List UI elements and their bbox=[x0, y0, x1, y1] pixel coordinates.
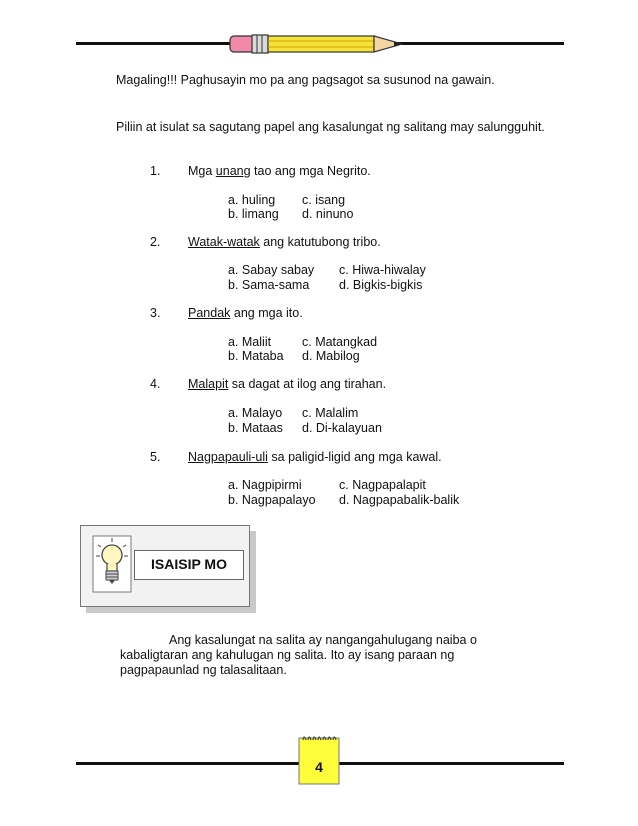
underlined-word: Watak-watak bbox=[188, 235, 260, 249]
question-stem bbox=[188, 377, 386, 392]
choice-d: d. Mabilog bbox=[302, 349, 360, 363]
underlined-word: Pandak bbox=[188, 306, 231, 320]
choice-a: a. huling bbox=[228, 193, 276, 207]
question-stem-post: sa paligid-ligid ang mga kawal. bbox=[267, 450, 442, 464]
page-number: 4 bbox=[315, 759, 323, 775]
question-stem bbox=[188, 306, 303, 321]
choice-a: a. Maliit bbox=[228, 335, 272, 349]
question-number: 4. bbox=[150, 377, 161, 391]
intro-text: Magaling!!! Paghusayin mo pa ang pagsagot sa susunod na gawain. bbox=[116, 73, 495, 87]
question-stem-post: sa dagat at ilog ang tirahan. bbox=[228, 377, 387, 391]
choice-c: c. Matangkad bbox=[302, 335, 378, 349]
underlined-word: unang bbox=[215, 164, 251, 178]
underlined-word: Malapit bbox=[188, 377, 229, 391]
choice-c: c. isang bbox=[302, 193, 346, 207]
choice-a: a. Sabay sabay bbox=[228, 263, 315, 277]
question-stem-post: tao ang mga Negrito. bbox=[250, 164, 371, 178]
section-title: ISAISIP MO bbox=[134, 550, 244, 580]
question-number: 5. bbox=[150, 450, 161, 464]
paragraph-line: Ang kasalungat na salita ay nangangahulugang naiba o bbox=[169, 633, 477, 647]
question-number: 2. bbox=[150, 235, 161, 249]
underlined-word: Nagpapauli-uli bbox=[188, 450, 268, 464]
choice-b: b. limang bbox=[228, 207, 279, 221]
question-stem bbox=[188, 235, 381, 250]
question-stem-pre: Mga bbox=[188, 164, 216, 178]
question-stem-post: ang mga ito. bbox=[230, 306, 303, 320]
choice-d: d. Bigkis-bigkis bbox=[339, 278, 423, 292]
choice-c: c. Nagpapalapit bbox=[339, 478, 426, 492]
choice-a: a. Nagpipirmi bbox=[228, 478, 302, 492]
choice-b: b. Nagpapalayo bbox=[228, 493, 316, 507]
choice-a: a. Malayo bbox=[228, 406, 283, 420]
choice-b: b. Mataba bbox=[228, 349, 284, 363]
choice-c: c. Hiwa-hiwalay bbox=[339, 263, 426, 277]
question-stem bbox=[188, 450, 442, 465]
choice-b: b. Mataas bbox=[228, 421, 283, 435]
question-number: 1. bbox=[150, 164, 161, 178]
question-stem bbox=[188, 164, 371, 179]
question-number: 3. bbox=[150, 306, 161, 320]
paragraph-line: kabaligtaran ang kahulugan ng salita. Ito ay isang paraan ng bbox=[120, 648, 455, 662]
choice-d: d. ninuno bbox=[302, 207, 354, 221]
question-stem-post: ang katutubong tribo. bbox=[259, 235, 381, 249]
choice-b: b. Sama-sama bbox=[228, 278, 310, 292]
lightbulb-icon bbox=[92, 535, 132, 593]
pencil-icon bbox=[226, 30, 416, 58]
choice-d: d. Di-kalayuan bbox=[302, 421, 382, 435]
choice-d: d. Nagpapabalik-balik bbox=[339, 493, 460, 507]
instruction-text: Piliin at isulat sa sagutang papel ang kasalungat ng salitang may salungguhit. bbox=[116, 120, 545, 134]
paragraph-line: pagpapaunlad ng talasalitaan. bbox=[120, 663, 287, 677]
choice-c: c. Malalim bbox=[302, 406, 359, 420]
